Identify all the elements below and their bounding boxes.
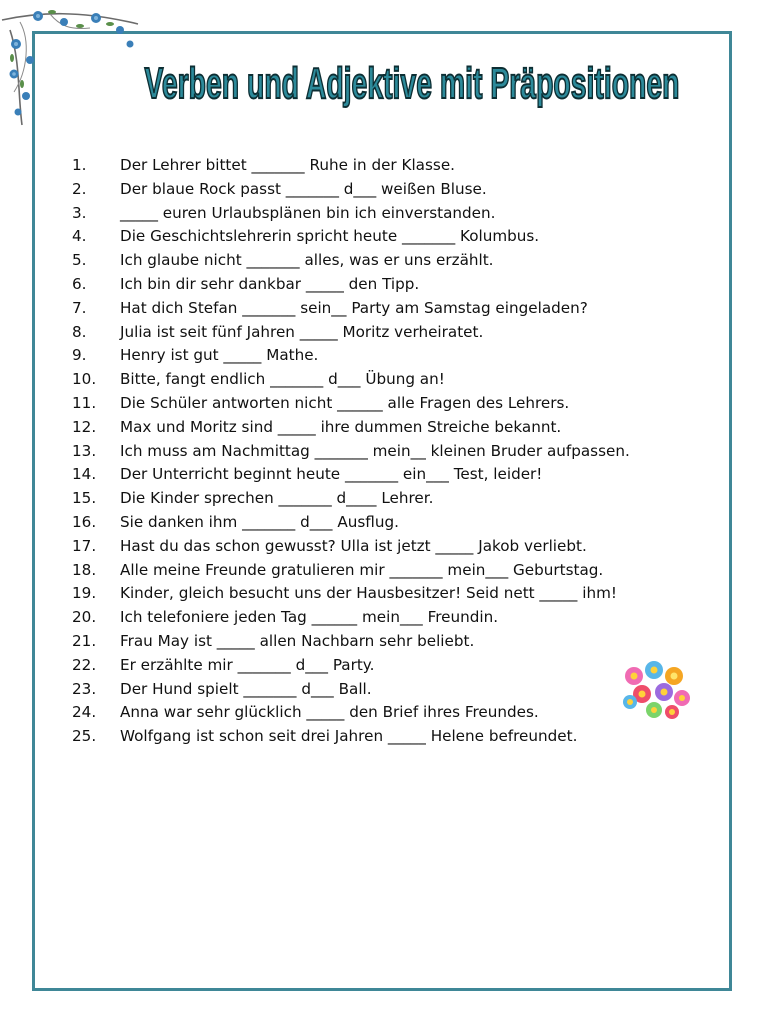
worksheet-title — [140, 36, 685, 116]
exercise-number: 18. — [72, 560, 97, 579]
exercise-number: 19. — [72, 584, 97, 603]
exercise-number: 3. — [72, 203, 87, 222]
exercise-number: 11. — [72, 393, 97, 412]
exercise-sentence: Anna war sehr glücklich _____ den Brief ihres Freundes. — [120, 703, 539, 722]
exercise-number: 5. — [72, 251, 87, 270]
exercise-number: 10. — [72, 370, 97, 389]
exercise-sentence: Ich telefoniere jeden Tag ______ mein___ Freundin. — [120, 608, 499, 627]
exercise-sentence: Die Schüler antworten nicht ______ alle Fragen des Lehrers. — [120, 393, 570, 412]
exercise-number: 20. — [72, 608, 97, 627]
exercise-sentence: Kinder, gleich besucht uns der Hausbesitzer! Seid nett _____ ihm! — [120, 584, 617, 603]
exercise-sentence: Wolfgang ist schon seit drei Jahren _____ Helene befreundet. — [120, 727, 578, 746]
exercise-sentence: Henry ist gut _____ Mathe. — [120, 346, 319, 365]
exercise-number: 13. — [72, 441, 97, 460]
exercise-sentence: Der blaue Rock passt _______ d___ weißen Bluse. — [120, 179, 487, 198]
exercise-sentence: Er erzählte mir _______ d___ Party. — [120, 655, 375, 674]
exercise-number: 21. — [72, 631, 97, 650]
exercise-sentence: Die Kinder sprechen _______ d____ Lehrer. — [120, 489, 434, 508]
floral-vine-decoration — [0, 0, 150, 130]
svg-text:Verben und Adjektive mit Präpo: Verben und Adjektive mit Präpositionen — [144, 59, 680, 108]
exercise-sentence: Hast du das schon gewusst? Ulla ist jetzt _____ Jakob verliebt. — [120, 536, 587, 555]
exercise-number: 24. — [72, 703, 97, 722]
exercise-number: 16. — [72, 512, 97, 531]
exercise-sentence: Julia ist seit fünf Jahren _____ Moritz verheiratet. — [120, 322, 484, 341]
exercise-sentence: Der Lehrer bittet _______ Ruhe in der Klasse. — [120, 156, 455, 174]
flower-bouquet-decoration — [620, 658, 692, 720]
exercise-sentence: Ich glaube nicht _______ alles, was er uns erzählt. — [120, 251, 494, 270]
exercise-sentence: Ich muss am Nachmittag _______ mein__ kleinen Bruder aufpassen. — [120, 441, 630, 460]
exercise-sentence: Die Geschichtslehrerin spricht heute _______ Kolumbus. — [120, 227, 540, 246]
exercise-number: 1. — [72, 156, 87, 174]
exercise-sentence: Hat dich Stefan _______ sein__ Party am Samstag eingeladen? — [120, 298, 588, 317]
exercise-number: 8. — [72, 322, 87, 341]
exercise-sentence: Der Hund spielt _______ d___ Ball. — [120, 679, 372, 698]
exercise-number: 22. — [72, 655, 97, 674]
exercise-sentence: Der Unterricht beginnt heute _______ ein___ Test, leider! — [120, 465, 543, 484]
exercise-number: 17. — [72, 536, 97, 555]
exercise-sentence: Bitte, fangt endlich _______ d___ Übung an! — [120, 370, 445, 389]
exercise-number: 25. — [72, 727, 97, 746]
exercise-number: 23. — [72, 679, 97, 698]
exercise-number: 7. — [72, 298, 87, 317]
exercise-number: 12. — [72, 417, 97, 436]
exercise-number: 9. — [72, 346, 87, 365]
exercise-number: 6. — [72, 274, 87, 293]
exercise-sentence: Frau May ist _____ allen Nachbarn sehr beliebt. — [120, 631, 475, 650]
exercise-sentence: Max und Moritz sind _____ ihre dummen Streiche bekannt. — [120, 417, 562, 436]
exercise-number: 4. — [72, 227, 87, 246]
exercise-number: 14. — [72, 465, 97, 484]
exercise-sentence: Sie danken ihm _______ d___ Ausflug. — [120, 512, 399, 531]
exercise-sentence: Alle meine Freunde gratulieren mir _______ mein___ Geburtstag. — [120, 560, 604, 579]
exercise-sentence: Ich bin dir sehr dankbar _____ den Tipp. — [120, 274, 420, 293]
exercise-sentence: _____ euren Urlaubsplänen bin ich einverstanden. — [120, 203, 496, 222]
exercise-number: 2. — [72, 179, 87, 198]
exercise-number: 15. — [72, 489, 97, 508]
